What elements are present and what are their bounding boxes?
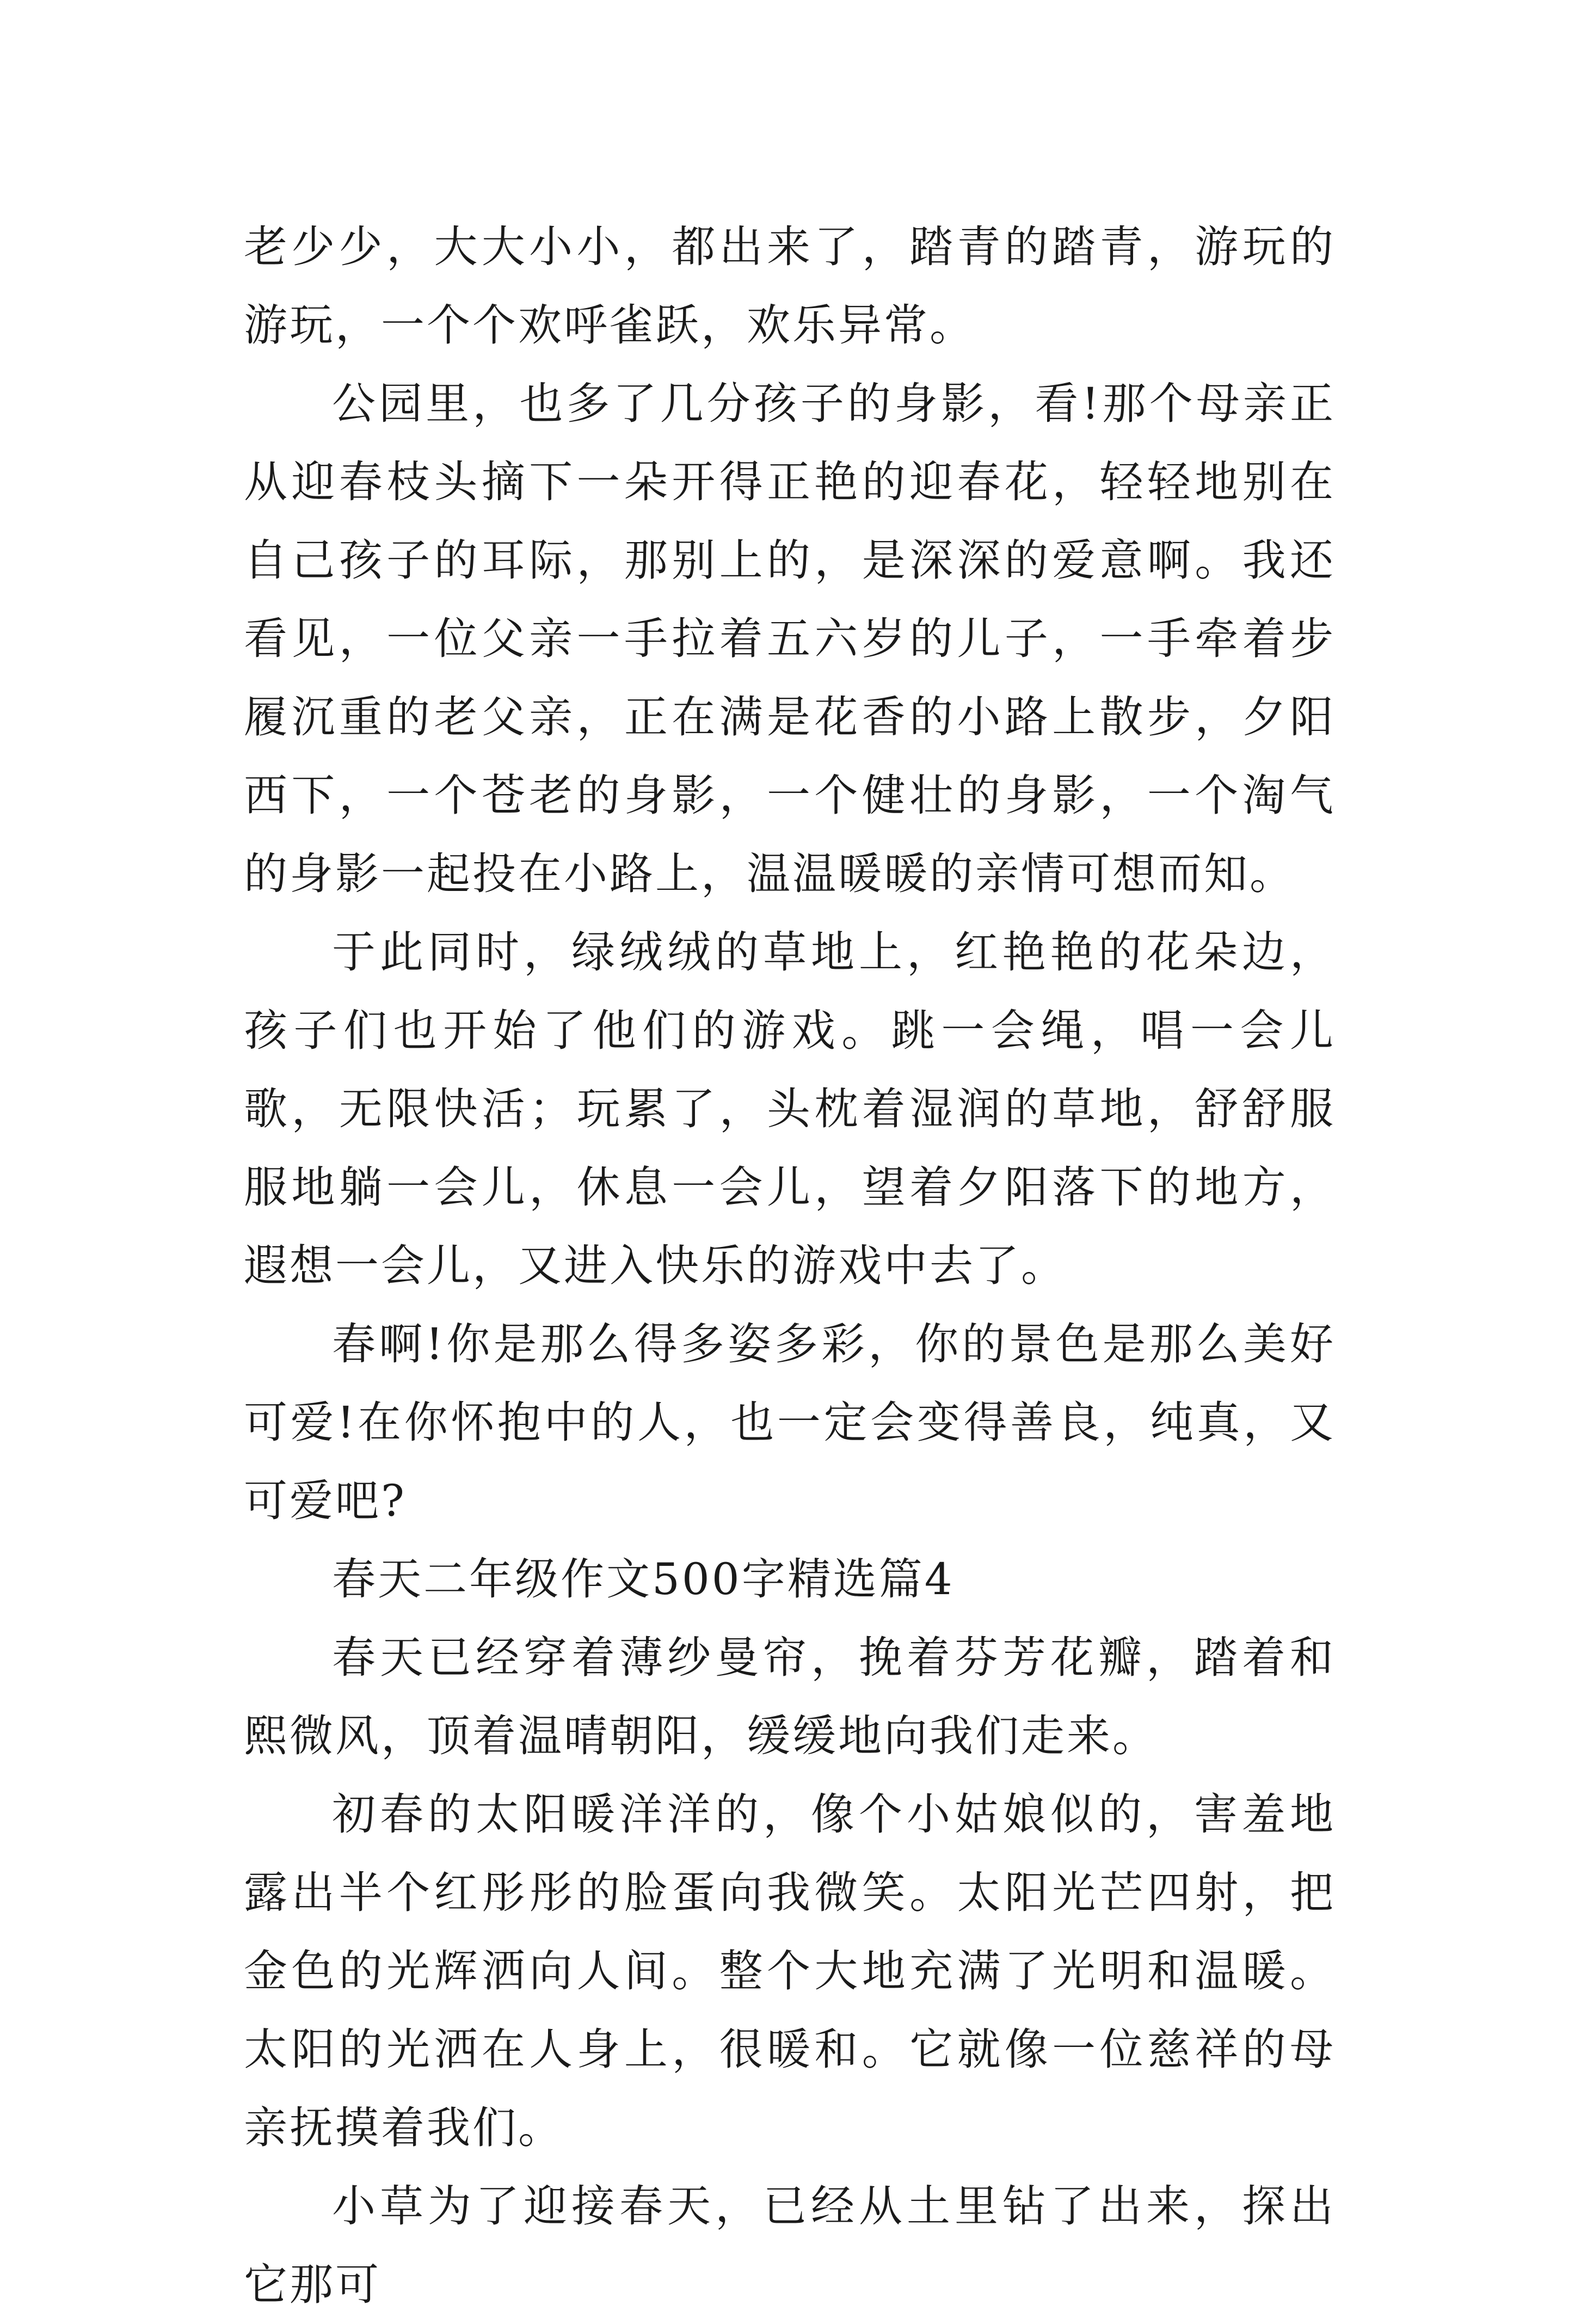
paragraph-2: 公园里，也多了几分孩子的身影，看!那个母亲正从迎春枝头摘下一朵开得正艳的迎春花，轻轻地别在自己孩子的耳际，那别上的，是深深的爱意啊。我还看见，一位父亲一手拉着五六岁的儿子，一手牵着步履沉重的老父亲，正在满是花香的小路上散步，夕阳西下，一个苍老的身影，一个健壮的身影，一个淘气的身影一起投在小路上，温温暖暖的亲情可想而知。: [244, 378, 1336, 899]
paragraph-5: 春天已经穿着薄纱曼帘，挽着芬芳花瓣，踏着和熙微风，顶着温晴朝阳，缓缓地向我们走来。: [244, 1632, 1336, 1761]
section-heading: 春天二年级作文500字精选篇4: [332, 1554, 955, 1604]
paragraph-3: 于此同时，绿绒绒的草地上，红艳艳的花朵边，孩子们也开始了他们的游戏。跳一会绳，唱一会儿歌，无限快活；玩累了，头枕着湿润的草地，舒舒服服地躺一会儿，休息一会儿，望着夕阳落下的地方，遐想一会儿，又进入快乐的游戏中去了。: [244, 927, 1336, 1291]
paragraph-7: 小草为了迎接春天，已经从土里钻了出来，探出它那可: [244, 2181, 1336, 2310]
paragraph-4: 春啊!你是那么得多姿多彩，你的景色是那么美好可爱!在你怀抱中的人，也一定会变得善良，纯真，又可爱吧?: [244, 1319, 1336, 1526]
paragraph-1: 老少少，大大小小，都出来了，踏青的踏青，游玩的游玩，一个个欢呼雀跃，欢乐异常。: [244, 222, 1336, 351]
document-body: [244, 208, 1336, 2324]
paragraph-6: 初春的太阳暖洋洋的，像个小姑娘似的，害羞地露出半个红彤彤的脸蛋向我微笑。太阳光芒四射，把金色的光辉洒向人间。整个大地充满了光明和温暖。太阳的光洒在人身上，很暖和。它就像一位慈祥的母亲抚摸着我们。: [244, 1789, 1336, 2153]
